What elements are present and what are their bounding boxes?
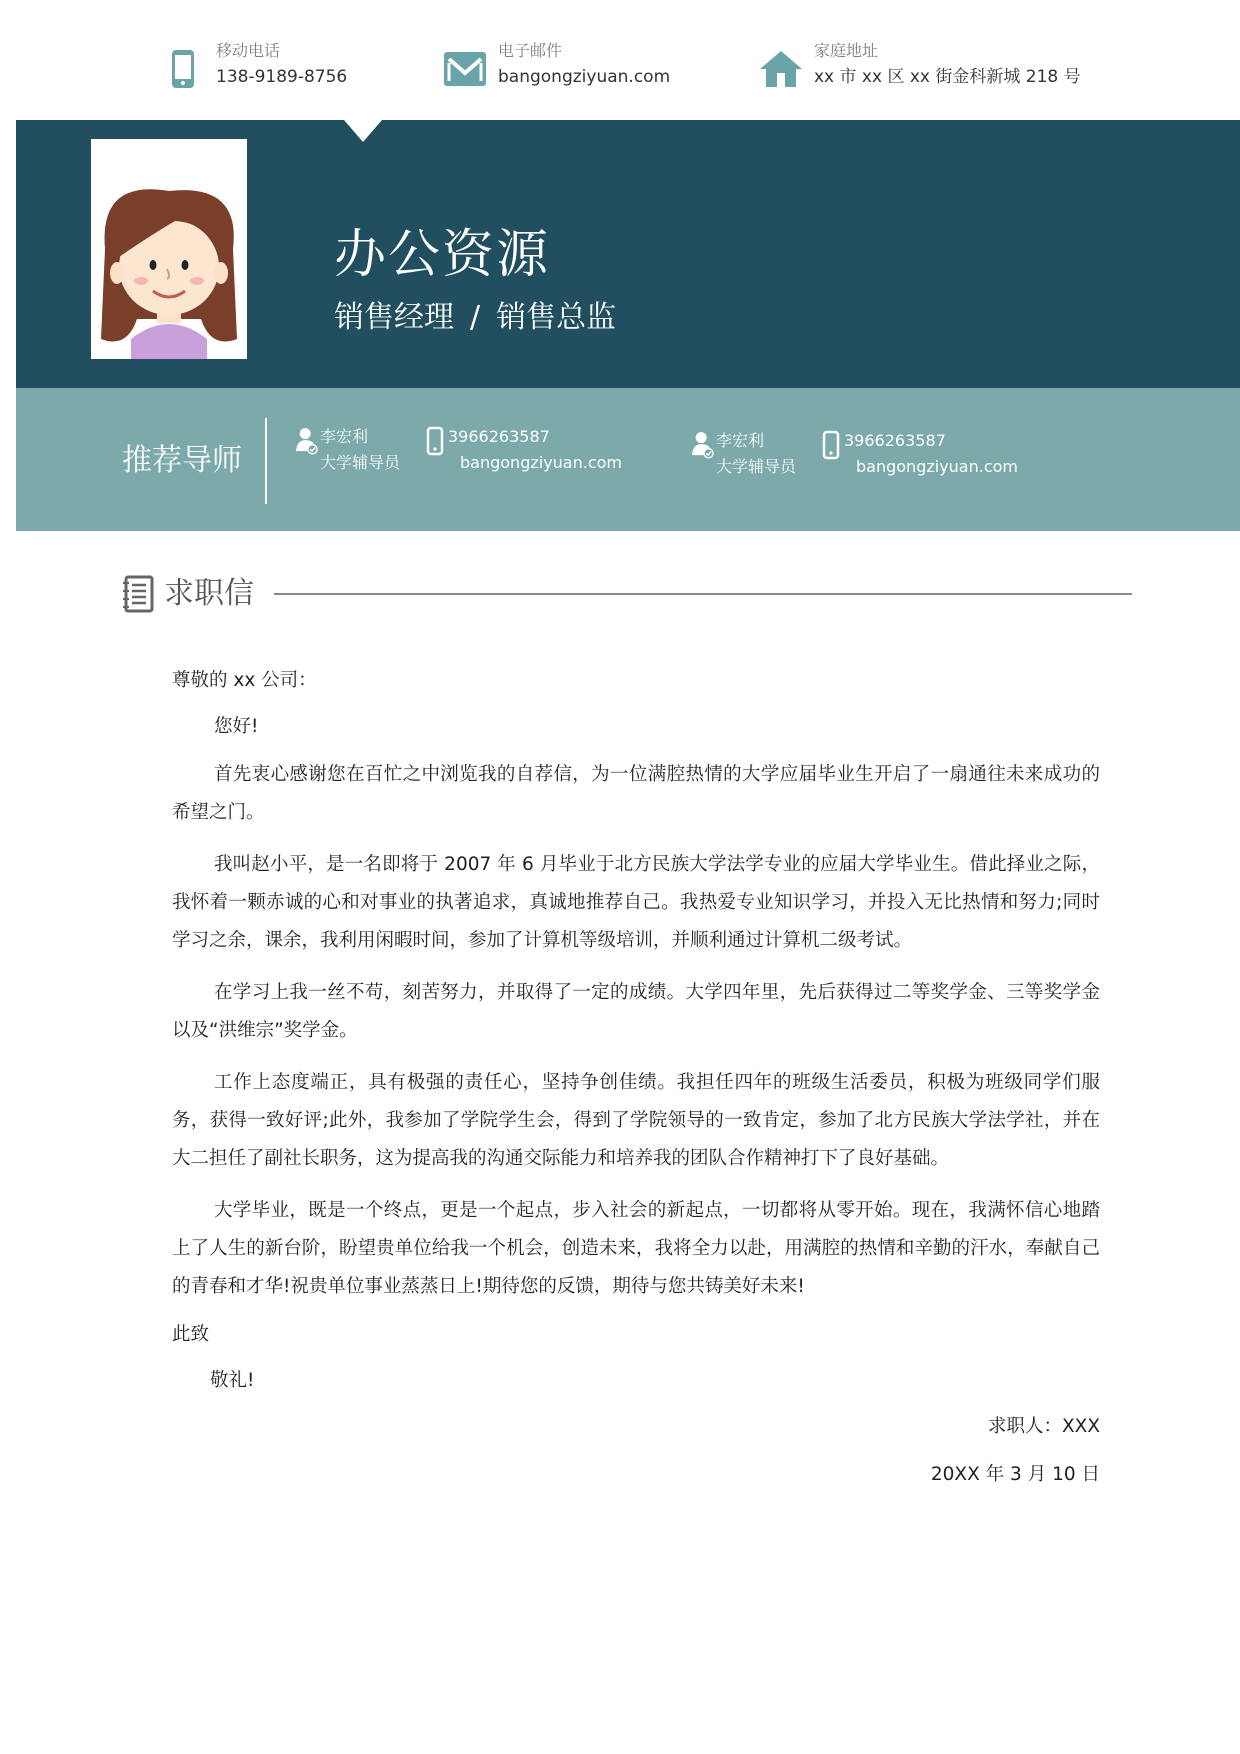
letter-salute: 敬礼! [210,1370,255,1391]
house-icon [758,46,804,92]
address-label: 家庭地址 [814,41,879,60]
mentor-1-phone: 3966263587 [448,427,550,446]
email-value: bangongziyuan.com [498,67,671,87]
contact-address [758,40,1081,92]
letter-date: 20XX 年 3 月 10 日 [930,1464,1100,1485]
mobile-phone-icon [424,426,446,456]
mentor-1-email: bangongziyuan.com [460,453,622,472]
mentor-2-name: 李宏利 [716,431,765,450]
mentor-1-contact [424,424,622,476]
mentor-divider [265,418,267,504]
contact-phone [160,40,347,92]
header-notch [344,120,382,142]
section-title: 求职信 [164,576,254,611]
person-check-icon [296,426,318,456]
section-divider [274,593,1132,595]
mobile-phone-icon [820,430,842,460]
notebook-icon [122,575,154,613]
candidate-name: 办公资源 [334,225,551,285]
letter-closing: 此致 [172,1324,210,1345]
mentor-section-title: 推荐导师 [122,443,242,478]
mentor-2-person [692,428,796,480]
job-title-2: 销售总监 [496,300,617,335]
letter-paragraph: 首先衷心感谢您在百忙之中浏览我的自荐信，为一位满腔热情的大学应届毕业生开启了一扇通往未来成功的希望之门。 [172,764,1100,823]
contact-email [442,40,670,92]
letter-paragraph: 大学毕业，既是一个终点，更是一个起点，步入社会的新起点，一切都将从零开始。现在，我满怀信心地踏上了人生的新台阶，盼望贵单位给我一个机会，创造未来，我将全力以赴，用满腔的热情和辛勤的汗水，奉献自己的青春和才华!祝贵单位事业蒸蒸日上!期待您的反馈，期待与您共铸美好未来! [172,1200,1100,1297]
mentor-2-phone: 3966263587 [844,431,946,450]
letter-paragraph: 工作上态度端正，具有极强的责任心，坚持争创佳绩。我担任四年的班级生活委员，积极为班级同学们服务，获得一致好评;此外，我参加了学院学生会，得到了学院领导的一致肯定，参加了北方民族大学法学社，并在大二担任了副社长职务，这为提高我的沟通交际能力和培养我的团队合作精神打下了良好基础。 [172,1072,1100,1169]
letter-paragraph: 我叫赵小平，是一名即将于 2007 年 6 月毕业于北方民族大学法学专业的应届大学毕业生。借此择业之际，我怀着一颗赤诚的心和对事业的执著追求，真诚地推荐自己。我热爱专业知识学习，并投入无比热情和努力;同时学习之余，课余，我利用闲暇时间，参加了计算机等级培训，并顺利通过计算机二级考试。 [172,854,1100,951]
phone-value: 138-9189-8756 [216,67,348,87]
cover-letter [172,666,1100,1508]
mentor-1-name: 李宏利 [320,427,369,446]
letter-hello: 您好! [214,716,259,737]
avatar [91,139,247,359]
address-value: xx 市 xx 区 xx 街金科新城 218 号 [814,67,1081,87]
job-title-1: 销售经理 [334,300,454,335]
title-separator: / [470,300,481,335]
phone-label: 移动电话 [216,41,281,60]
letter-greeting: 尊敬的 xx 公司： [172,670,317,691]
mentor-2-role: 大学辅导员 [716,457,797,476]
mobile-phone-icon [160,46,206,92]
mentor-1-person [296,424,400,476]
person-check-icon [692,430,714,460]
email-label: 电子邮件 [498,41,563,60]
mentor-2-email: bangongziyuan.com [856,457,1018,476]
letter-signature: 求职人：XXX [987,1416,1100,1437]
envelope-icon [442,46,488,92]
job-titles [334,292,616,336]
mentor-2-contact [820,428,1018,480]
letter-paragraph: 在学习上我一丝不苟，刻苦努力，并取得了一定的成绩。大学四年里，先后获得过二等奖学金、三等奖学金以及“洪维宗”奖学金。 [172,982,1100,1041]
mentor-1-role: 大学辅导员 [320,453,401,472]
